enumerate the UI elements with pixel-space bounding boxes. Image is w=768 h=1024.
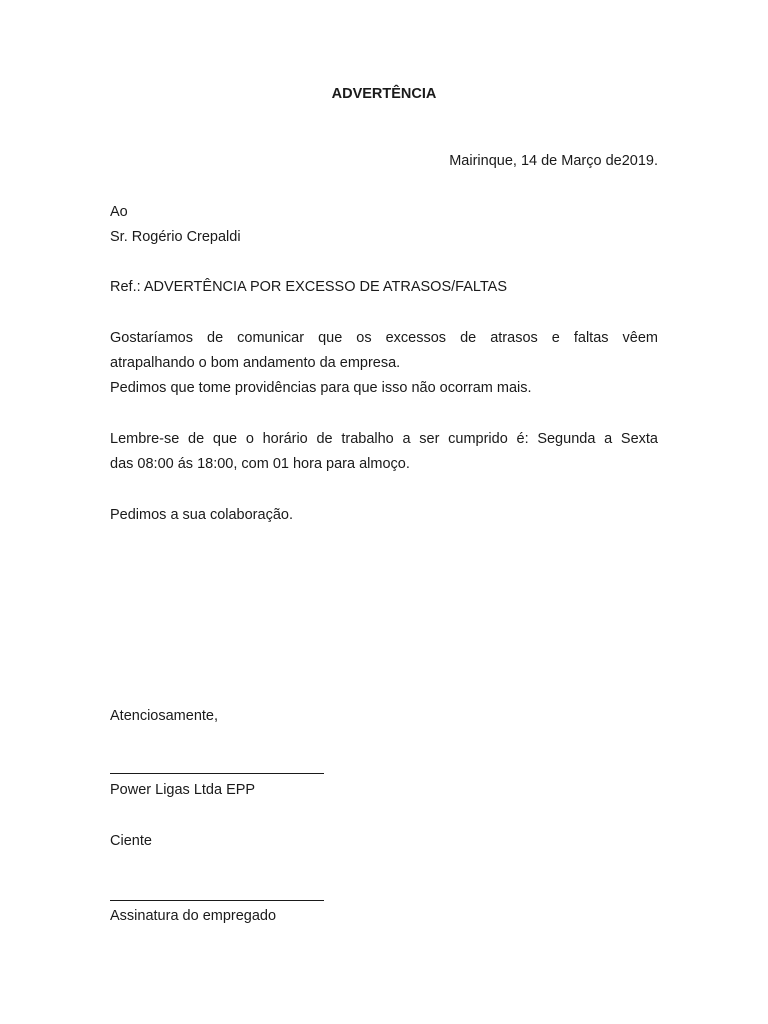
company-signature-line	[110, 773, 324, 774]
recipient-salutation: Ao	[110, 204, 128, 220]
company-signature-name: Power Ligas Ltda EPP	[110, 782, 256, 798]
employee-signature-line	[110, 900, 324, 901]
body-paragraph-2-line-1: Lembre-se de que o horário de trabalho a ser cumprido é: Segunda a Sexta	[110, 431, 658, 447]
document-title: ADVERTÊNCIA	[331, 86, 437, 102]
reference-line: Ref.: ADVERTÊNCIA POR EXCESSO DE ATRASOS/FALTAS	[110, 279, 507, 295]
date-line: Mairinque, 14 de Março de2019.	[449, 153, 658, 169]
body-paragraph-1-line-2: atrapalhando o bom andamento da empresa.	[110, 355, 401, 371]
body-paragraph-3: Pedimos a sua colaboração.	[110, 507, 293, 523]
acknowledgement-label: Ciente	[110, 833, 152, 849]
recipient-name: Sr. Rogério Crepaldi	[110, 229, 241, 245]
body-paragraph-2-line-2: das 08:00 ás 18:00, com 01 hora para almoço.	[110, 456, 410, 472]
body-paragraph-1-line-3: Pedimos que tome providências para que isso não ocorram mais.	[110, 380, 532, 396]
closing-line: Atenciosamente,	[110, 708, 219, 724]
body-paragraph-1-line-1: Gostaríamos de comunicar que os excessos de atrasos e faltas vêem	[110, 330, 658, 346]
employee-signature-label: Assinatura do empregado	[110, 908, 277, 924]
